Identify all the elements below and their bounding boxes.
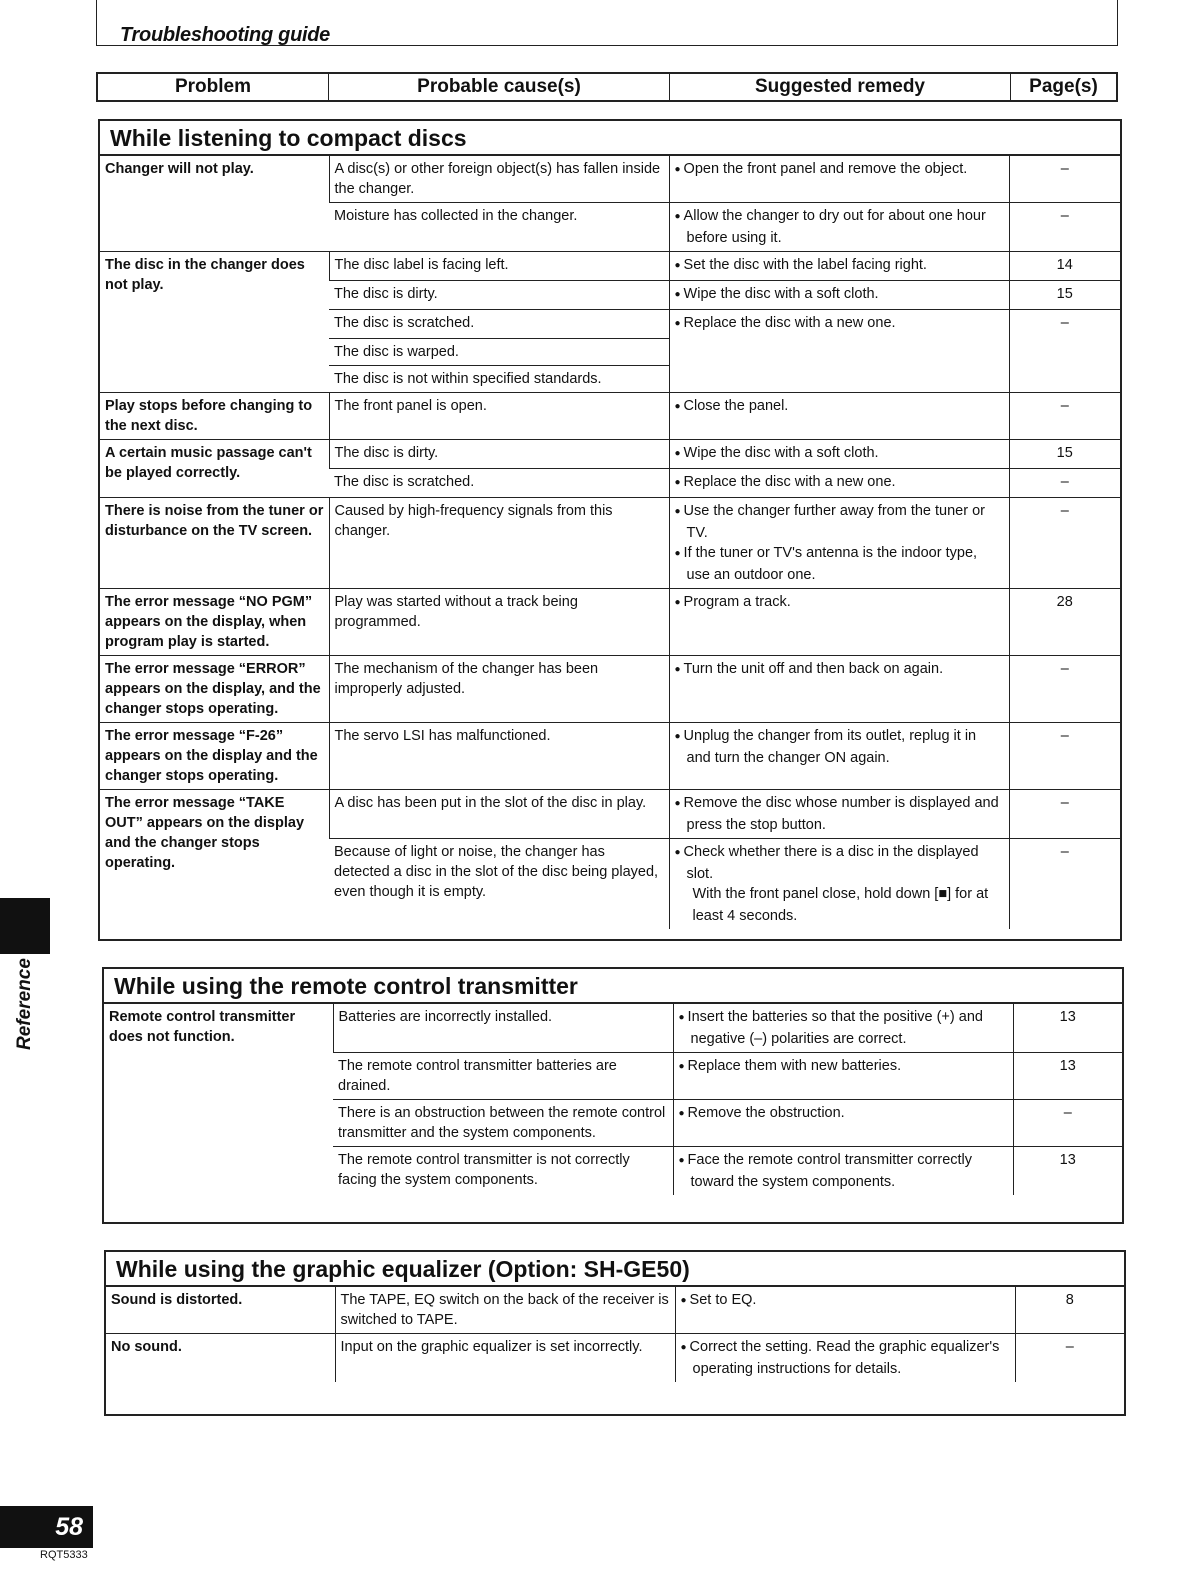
column-header-cause: Probable cause(s): [329, 74, 670, 100]
remedy-cell: [673, 1004, 1013, 1053]
column-header-pages: Page(s): [1029, 76, 1098, 97]
remedy-cell: [669, 497, 1009, 588]
cause-cell: Input on the graphic equalizer is set incorrectly.: [335, 1334, 675, 1383]
page-ref-cell: [1009, 338, 1120, 365]
remedy-cell: [669, 468, 1009, 497]
page-ref-cell: –: [1009, 722, 1120, 789]
table-row: [100, 392, 1120, 439]
table-row: [100, 789, 1120, 838]
remedy-item: ● Insert the batteries so that the positive (+) and negative (–) polarities are correct.: [679, 1007, 1008, 1049]
problem-cell: Play stops before changing to the next disc.: [100, 392, 329, 439]
document-code: RQT5333: [40, 1549, 88, 1561]
page-ref-cell: –: [1009, 203, 1120, 252]
remedy-cell: [669, 588, 1009, 655]
table-row: [106, 1287, 1124, 1334]
table-row: [100, 439, 1120, 468]
column-header-remedy: Suggested remedy: [670, 74, 1011, 100]
remedy-cell: [669, 722, 1009, 789]
cause-cell: The disc is dirty.: [329, 281, 669, 310]
cause-cell: The front panel is open.: [329, 392, 669, 439]
remedy-cell: [669, 156, 1009, 203]
section-graphic-equalizer: [104, 1250, 1126, 1416]
remedy-cell: [669, 310, 1009, 339]
page-title: Troubleshooting guide: [120, 24, 330, 46]
remedy-item: ● Replace the disc with a new one.: [675, 313, 1004, 335]
table-row: [100, 252, 1120, 281]
page-ref-cell: 28: [1009, 588, 1120, 655]
remedy-cell: [669, 392, 1009, 439]
problem-cell: There is noise from the tuner or disturbance on the TV screen.: [100, 497, 329, 588]
remedy-item: ● Check whether there is a disc in the displayed slot.: [675, 842, 1004, 884]
page-ref-cell: –: [1009, 156, 1120, 203]
remedy-cell: [669, 252, 1009, 281]
section-remote-control: [102, 967, 1124, 1224]
cause-cell: The remote control transmitter is not correctly facing the system components.: [333, 1147, 673, 1196]
cause-cell: The disc is dirty.: [329, 439, 669, 468]
table-row: [100, 655, 1120, 722]
cause-cell: The servo LSI has malfunctioned.: [329, 722, 669, 789]
page-ref-cell: 14: [1009, 252, 1120, 281]
remedy-item: ● Close the panel.: [675, 396, 1004, 418]
remedy-cell: [675, 1334, 1015, 1383]
cause-cell: Play was started without a track being programmed.: [329, 588, 669, 655]
cause-cell: The disc is not within specified standards.: [329, 365, 669, 392]
page-ref-cell: 15: [1009, 439, 1120, 468]
remedy-item: ● Use the changer further away from the tuner or TV.: [675, 501, 1004, 543]
problem-cell: Remote control transmitter does not function.: [104, 1004, 333, 1196]
page-ref-cell: –: [1009, 392, 1120, 439]
page-ref-cell: –: [1009, 789, 1120, 838]
side-section-label: Reference: [14, 958, 35, 1050]
section-tab-marker: [0, 898, 50, 954]
remedy-cell: [673, 1053, 1013, 1100]
troubleshooting-table: [106, 1286, 1124, 1382]
remedy-item: ● Program a track.: [675, 592, 1004, 614]
remedy-cell: [669, 789, 1009, 838]
page-ref-cell: –: [1013, 1100, 1122, 1147]
problem-cell: The error message “NO PGM” appears on the display, when program play is started.: [100, 588, 329, 655]
table-row: [100, 156, 1120, 203]
remedy-cell: [669, 439, 1009, 468]
cause-cell: The disc is scratched.: [329, 468, 669, 497]
page-ref-cell: 15: [1009, 281, 1120, 310]
cause-cell: The disc is scratched.: [329, 310, 669, 339]
page-ref-cell: –: [1009, 655, 1120, 722]
cause-cell: There is an obstruction between the remote control transmitter and the system components.: [333, 1100, 673, 1147]
remedy-cell: [669, 365, 1009, 392]
remedy-item: ● Allow the changer to dry out for about one hour before using it.: [675, 206, 1004, 248]
remedy-item: ● Wipe the disc with a soft cloth.: [675, 284, 1004, 306]
remedy-cell: [669, 203, 1009, 252]
cause-cell: The disc is warped.: [329, 338, 669, 365]
remedy-item: ● Wipe the disc with a soft cloth.: [675, 443, 1004, 465]
remedy-item: ● Replace the disc with a new one.: [675, 472, 1004, 494]
table-row: [104, 1004, 1122, 1053]
section-title: While listening to compact discs: [100, 121, 1120, 155]
page-ref-cell: –: [1015, 1334, 1124, 1383]
remedy-item: ● Set to EQ.: [681, 1290, 1010, 1312]
remedy-cell: [675, 1287, 1015, 1334]
page-ref-cell: –: [1009, 310, 1120, 339]
section-title: While using the remote control transmitter: [104, 969, 1122, 1003]
remedy-item: ● Open the front panel and remove the object.: [675, 159, 1004, 181]
table-row: [100, 497, 1120, 588]
remedy-item: ● Turn the unit off and then back on again.: [675, 659, 1004, 681]
problem-cell: A certain music passage can't be played correctly.: [100, 439, 329, 497]
remedy-cell: [673, 1100, 1013, 1147]
remedy-item: ● Unplug the changer from its outlet, replug it in and turn the changer ON again.: [675, 726, 1004, 768]
remedy-note: With the front panel close, hold down [■] for at least 4 seconds.: [692, 885, 989, 924]
troubleshooting-table: [100, 155, 1120, 929]
section-compact-discs: [98, 119, 1122, 941]
cause-cell: Caused by high-frequency signals from this changer.: [329, 497, 669, 588]
remedy-item: ● Set the disc with the label facing right.: [675, 255, 1004, 277]
problem-cell: No sound.: [106, 1334, 335, 1383]
remedy-cell: [669, 338, 1009, 365]
cause-cell: The TAPE, EQ switch on the back of the receiver is switched to TAPE.: [335, 1287, 675, 1334]
cause-cell: The remote control transmitter batteries are drained.: [333, 1053, 673, 1100]
problem-cell: The error message “ERROR” appears on the display, and the changer stops operating.: [100, 655, 329, 722]
remedy-cell: [669, 655, 1009, 722]
remedy-cell: [669, 838, 1009, 929]
column-header-problem: Problem: [98, 74, 329, 100]
page-ref-cell: –: [1009, 838, 1120, 929]
page-ref-cell: –: [1009, 497, 1120, 588]
column-header-bar: [96, 72, 1118, 102]
cause-cell: Batteries are incorrectly installed.: [333, 1004, 673, 1053]
cause-cell: Because of light or noise, the changer has detected a disc in the slot of the disc being played, even though it is empty.: [329, 838, 669, 929]
page-ref-cell: 13: [1013, 1053, 1122, 1100]
remedy-item: ● If the tuner or TV's antenna is the indoor type, use an outdoor one.: [675, 543, 1004, 585]
cause-cell: Moisture has collected in the changer.: [329, 203, 669, 252]
troubleshooting-table: [104, 1003, 1122, 1195]
problem-cell: Changer will not play.: [100, 156, 329, 252]
section-title: While using the graphic equalizer (Option: SH-GE50): [106, 1252, 1124, 1286]
cause-cell: A disc has been put in the slot of the disc in play.: [329, 789, 669, 838]
page-ref-cell: 13: [1013, 1147, 1122, 1196]
remedy-item: ● Remove the obstruction.: [679, 1103, 1008, 1125]
table-row: [100, 722, 1120, 789]
table-row: [100, 588, 1120, 655]
remedy-item: ● Replace them with new batteries.: [679, 1056, 1008, 1078]
page-ref-cell: –: [1009, 468, 1120, 497]
page-ref-cell: 13: [1013, 1004, 1122, 1053]
remedy-cell: [669, 281, 1009, 310]
cause-cell: The mechanism of the changer has been improperly adjusted.: [329, 655, 669, 722]
cause-cell: A disc(s) or other foreign object(s) has fallen inside the changer.: [329, 156, 669, 203]
remedy-cell: [673, 1147, 1013, 1196]
table-row: [106, 1334, 1124, 1383]
page-ref-cell: [1009, 365, 1120, 392]
problem-cell: Sound is distorted.: [106, 1287, 335, 1334]
problem-cell: The error message “F-26” appears on the display and the changer stops operating.: [100, 722, 329, 789]
remedy-item: ● Face the remote control transmitter correctly toward the system components.: [679, 1150, 1008, 1192]
page-ref-cell: 8: [1015, 1287, 1124, 1334]
remedy-item: ● Remove the disc whose number is displayed and press the stop button.: [675, 793, 1004, 835]
page-number: 58: [0, 1506, 93, 1548]
problem-cell: The error message “TAKE OUT” appears on the display and the changer stops operating.: [100, 789, 329, 929]
remedy-item: ● Correct the setting. Read the graphic equalizer's operating instructions for details.: [681, 1337, 1010, 1379]
cause-cell: The disc label is facing left.: [329, 252, 669, 281]
problem-cell: The disc in the changer does not play.: [100, 252, 329, 393]
